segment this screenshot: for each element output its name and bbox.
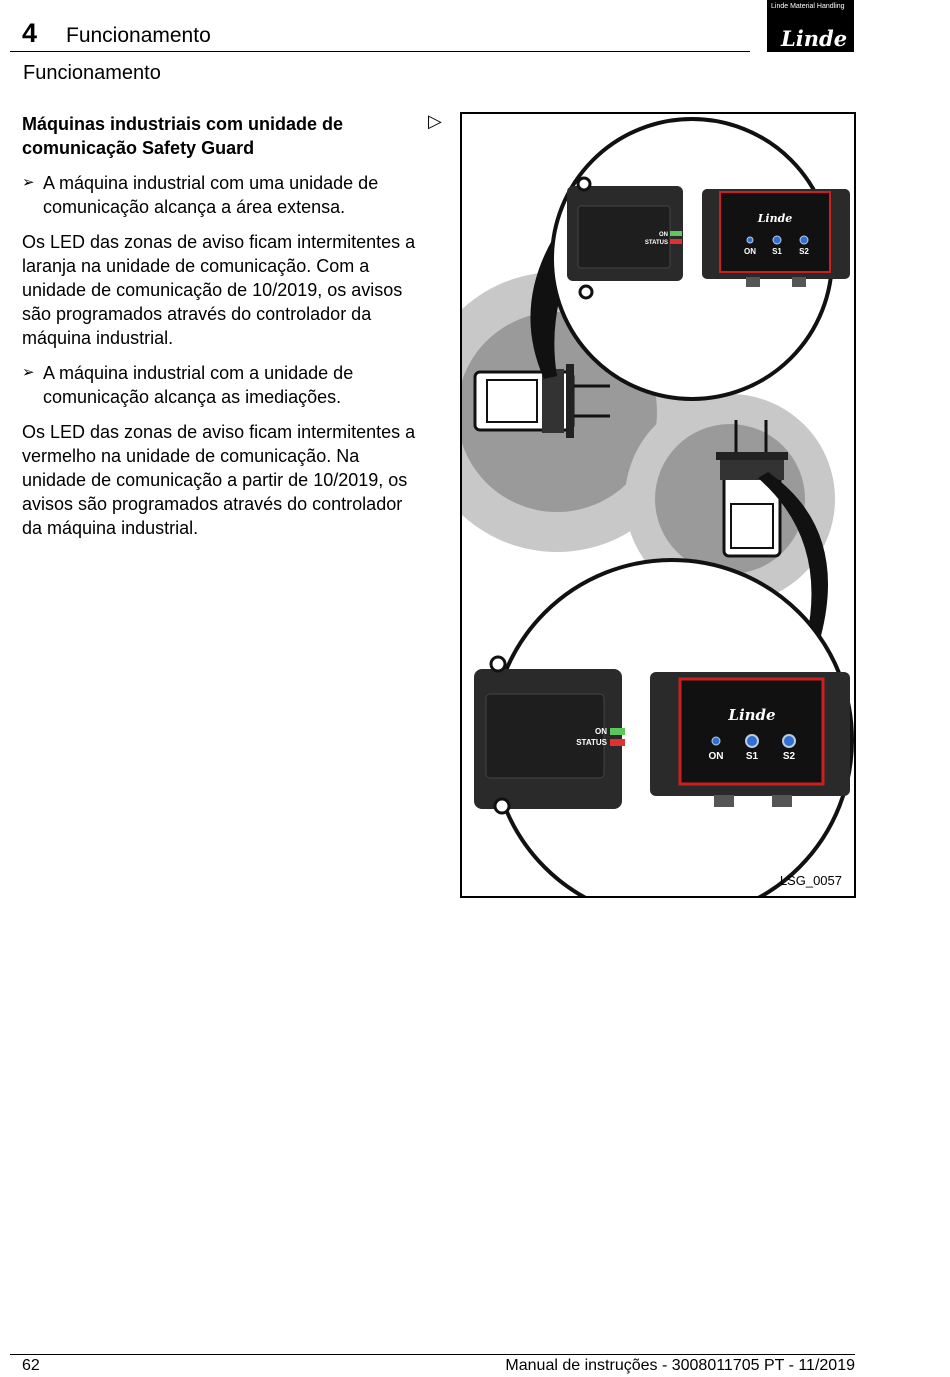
text-column <box>22 112 417 551</box>
continue-triangle-icon: ▷ <box>428 111 442 131</box>
top-btn-on-label: ON <box>744 247 756 256</box>
bottom-unit-brand: Linde <box>728 706 776 724</box>
footer-divider <box>10 1354 855 1355</box>
chapter-title: Funcionamento <box>66 24 211 47</box>
bullet-item <box>22 361 417 409</box>
section-title: Funcionamento <box>23 62 161 84</box>
paragraph-1: Os LED das zonas de aviso ficam intermitentes a laranja na unidade de comunicação. Com a unidade de comunicação de 10/2019, os avisos são programados através do controlador da máquina industrial. <box>22 232 416 348</box>
bullet-item <box>22 171 417 219</box>
arrow-bullet-icon: ➢ <box>22 364 35 381</box>
bottom-btn-s1-label: S1 <box>745 751 759 762</box>
figure-label: LSG_0057 <box>779 873 842 888</box>
bullet-text-2: A máquina industrial com a unidade de comunicação alcança as imediações. <box>43 363 354 407</box>
bottom-btn-on-label: ON <box>708 751 724 762</box>
top-btn-s1-label: S1 <box>772 247 782 256</box>
page-number: 62 <box>22 1357 40 1374</box>
bottom-led-status-label: STATUS <box>576 738 607 747</box>
brand-wordmark: Linde <box>781 26 848 51</box>
illustration-figure <box>460 112 856 898</box>
bullet-text-1: A máquina industrial com uma unidade de comunicação alcança a área extensa. <box>43 173 379 217</box>
top-led-on-label: ON <box>659 232 668 238</box>
chapter-number: 4 <box>22 18 38 48</box>
top-led-status-label: STATUS <box>644 240 668 246</box>
brand-tagline: Linde Material Handling <box>771 3 845 10</box>
bottom-unit-illustration <box>474 657 850 813</box>
bottom-led-on-label: ON <box>595 727 607 736</box>
illustration <box>462 114 856 898</box>
top-unit-brand: Linde <box>757 212 793 225</box>
paragraph-2: Os LED das zonas de aviso ficam intermitentes a vermelho na unidade de comunicação. Na unidade de comunicação a partir de 10/2019, os avisos são programados através do controlador da máquina industrial. <box>22 422 416 538</box>
subheading: Máquinas industriais com unidade de comunicação Safety Guard <box>22 114 344 158</box>
bottom-btn-s2-label: S2 <box>782 751 796 762</box>
arrow-bullet-icon: ➢ <box>22 174 35 191</box>
linde-logo <box>767 0 854 52</box>
document-reference: Manual de instruções - 3008011705 PT - 11/2019 <box>505 1357 855 1374</box>
header-divider <box>10 51 750 52</box>
top-btn-s2-label: S2 <box>799 247 809 256</box>
